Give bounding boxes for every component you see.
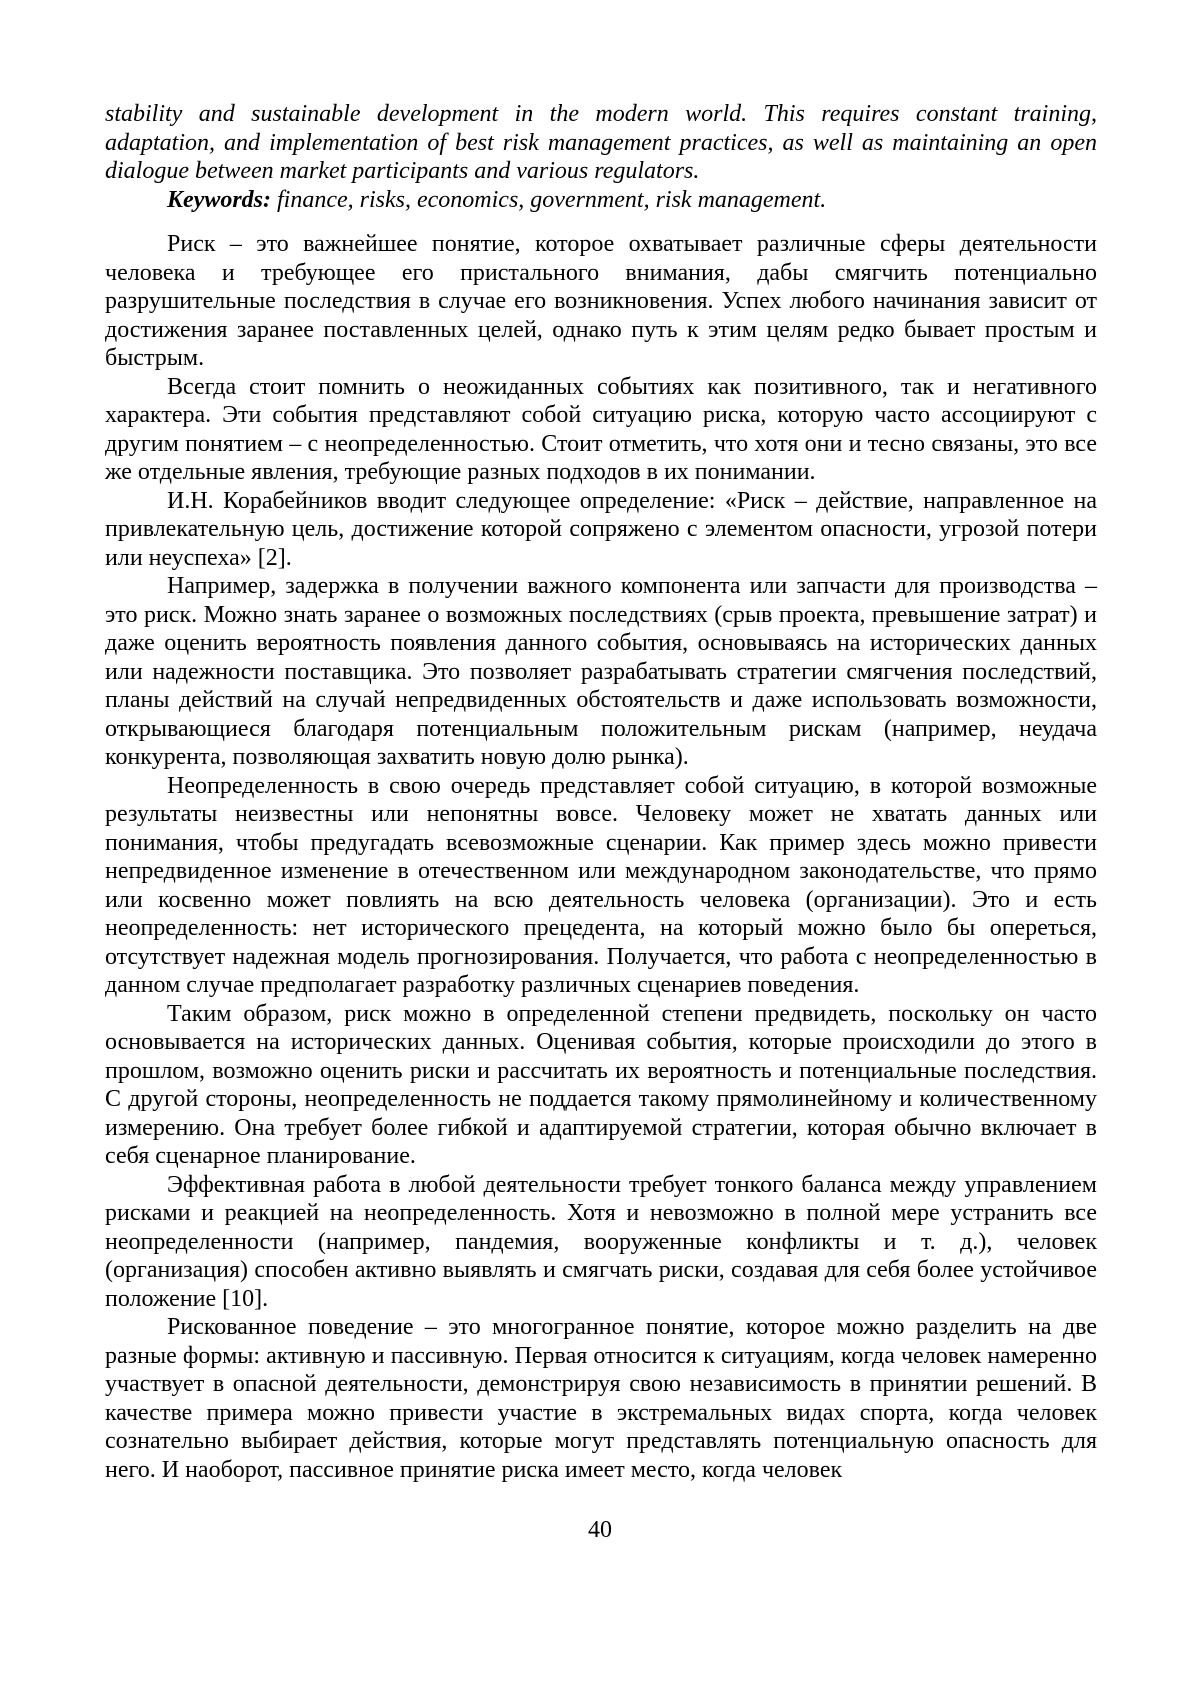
body-paragraph: Риск – это важнейшее понятие, которое охватывает различные сферы деятельности человека и требующее его пристального внимания, дабы смягчить потенциально разрушительные последствия в случае его возникновения. Успех любого начинания зависит от достижения заранее поставленных целей, однако путь к этим целям редко бывает простым и быстрым. [105,231,1097,371]
body-paragraph: Неопределенность в свою очередь представляет собой ситуацию, в которой возможные результаты неизвестны или непонятны вовсе. Человеку может не хватать данных или понимания, чтобы предугадать всевозможные сценарии. Как пример здесь можно привести непредвиденное изменение в отечественном или международном законодательстве, что прямо или косвенно может повлиять на всю деятельность человека (организации). Это и есть неопределенность: нет исторического прецедента, на который можно было бы опереться, отсутствует надежная модель прогнозирования. Получается, что работа с неопределенностью в данном случае предполагает разработку различных сценариев поведения. [105,772,1097,998]
body-paragraph: Всегда стоит помнить о неожиданных событиях как позитивного, так и негативного характера. Эти события представляют собой ситуацию риска, которую часто ассоциируют с другим понятием – с неопределенностью. Стоит отметить, что хотя они и тесно связаны, это все же отдельные явления, требующие разных подходов в их понимании. [105,373,1097,485]
keywords-text: finance, risks, economics, government, risk management. [271,186,827,213]
abstract-continuation-text: stability and sustainable development in the modern world. This requires constant training, adaptation, and implementation of best risk management practices, as well as maintaining an open dialogue between market participants and various regulators. [105,101,1097,184]
article-body [105,230,1097,1484]
body-paragraph: Рискованное поведение – это многогранное понятие, которое можно разделить на две разные формы: активную и пассивную. Первая относится к ситуациям, когда человек намеренно участвует в опасной деятельности, демонстрируя свою независимость в принятии решений. В качестве примера можно привести участие в экстремальных видах спорта, когда человек сознательно выбирает действия, которые могут представлять потенциальную опасность для него. И наоборот, пассивное принятие риска имеет место, когда человек [105,1314,1097,1483]
body-paragraph: Например, задержка в получении важного компонента или запчасти для производства – это риск. Можно знать заранее о возможных последствиях (срыв проекта, превышение затрат) и даже оценить вероятность появления данного события, основываясь на исторических данных или надежности поставщика. Это позволяет разрабатывать стратегии смягчения последствий, планы действий на случай непредвиденных обстоятельств и даже использовать возможности, открывающиеся благодаря потенциальным положительным рискам (например, неудача конкурента, позволяющая захватить новую долю рынка). [105,573,1097,770]
keywords-label: Keywords: [167,186,271,213]
abstract-section [105,100,1097,214]
body-paragraph: Эффективная работа в любой деятельности требует тонкого баланса между управлением рисками и реакцией на неопределенность. Хотя и невозможно в полной мере устранить все неопределенности (например, пандемия, вооруженные конфликты и т. д.), человек (организация) способен активно выявлять и смягчать риски, создавая для себя более устойчивое положение [10]. [105,1171,1097,1312]
body-paragraph: Таким образом, риск можно в определенной степени предвидеть, поскольку он часто основывается на исторических данных. Оценивая события, которые происходили до этого в прошлом, возможно оценить риски и рассчитать их вероятность и потенциальные последствия. С другой стороны, неопределенность не поддается такому прямолинейному и количественному измерению. Она требует более гибкой и адаптируемой стратегии, которая обычно включает в себя сценарное планирование. [105,1000,1097,1169]
body-paragraph: И.Н. Корабейников вводит следующее определение: «Риск – действие, направленное на привлекательную цель, достижение которой сопряжено с элементом опасности, угрозой потери или неуспеха» [2]. [105,487,1097,571]
page-number: 40 [588,1517,612,1543]
keywords-line [105,186,1097,215]
